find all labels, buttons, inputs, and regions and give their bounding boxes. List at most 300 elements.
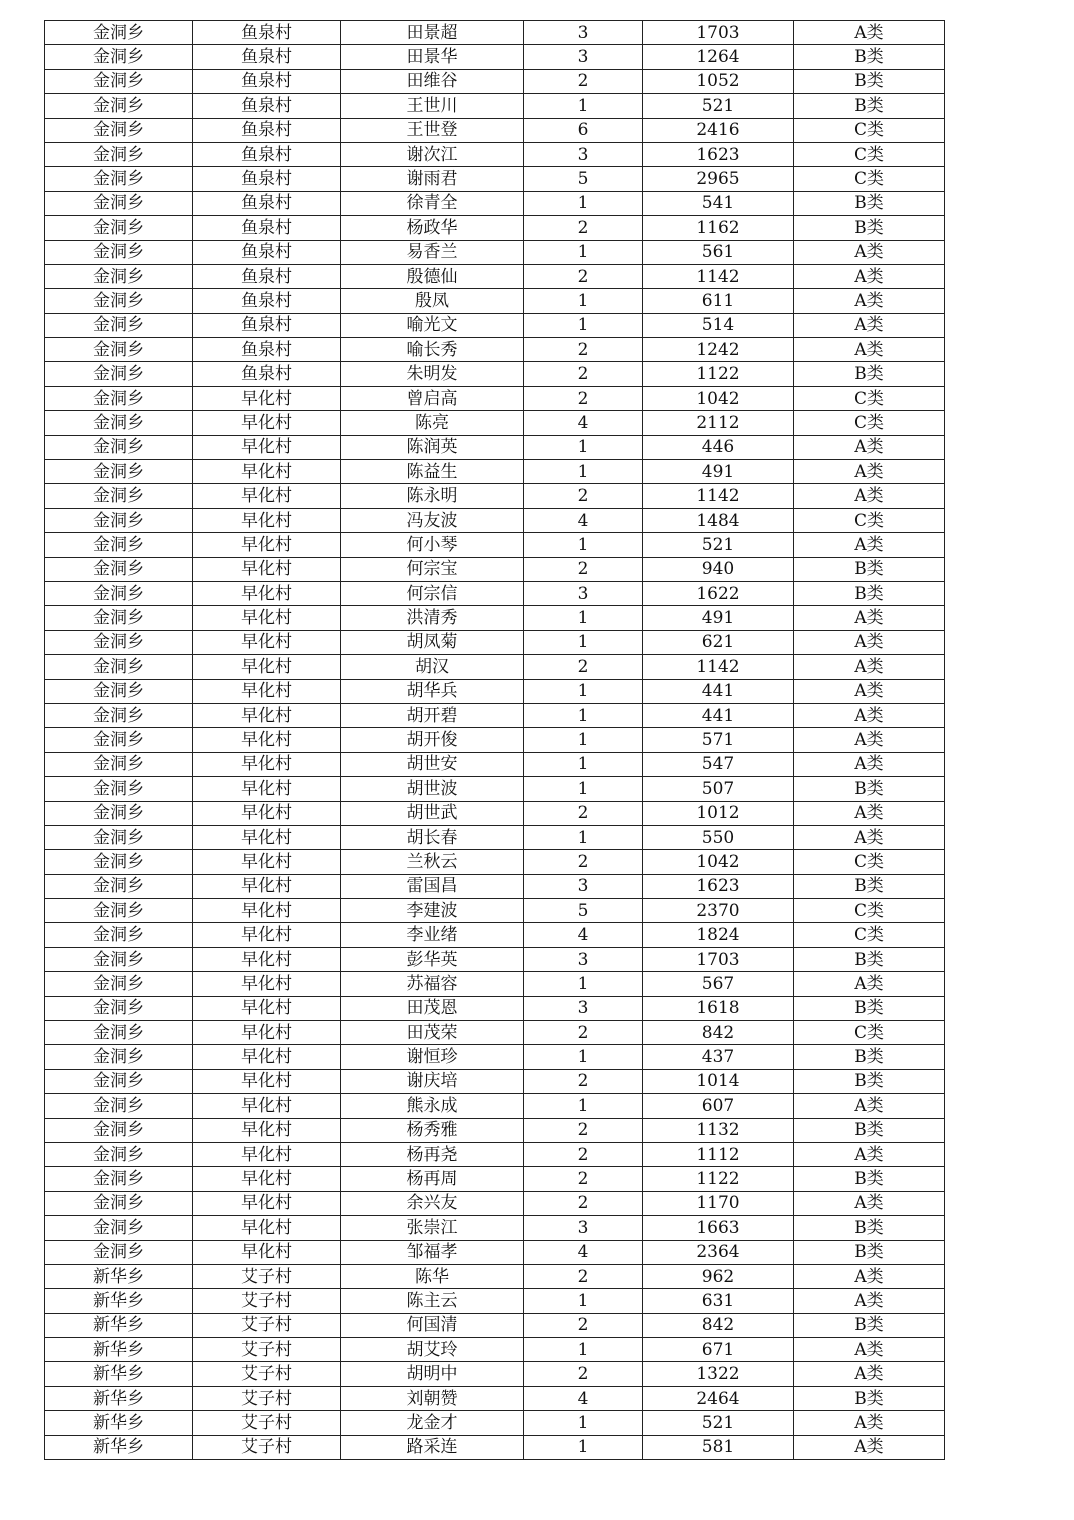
household-size-cell: 2 bbox=[524, 1264, 643, 1288]
village-cell: 鱼泉村 bbox=[193, 142, 341, 166]
household-size-cell: 2 bbox=[524, 69, 643, 93]
village-cell: 早化村 bbox=[193, 1021, 341, 1045]
town-cell: 金洞乡 bbox=[45, 21, 193, 45]
table-row bbox=[45, 1069, 945, 1093]
household-size-cell: 1 bbox=[524, 1045, 643, 1069]
category-cell: A类 bbox=[794, 1142, 945, 1166]
village-cell: 早化村 bbox=[193, 728, 341, 752]
town-cell: 金洞乡 bbox=[45, 191, 193, 215]
household-size-cell: 3 bbox=[524, 21, 643, 45]
village-cell: 鱼泉村 bbox=[193, 264, 341, 288]
category-cell: A类 bbox=[794, 460, 945, 484]
amount-cell: 507 bbox=[643, 777, 794, 801]
category-cell: B类 bbox=[794, 874, 945, 898]
village-cell: 早化村 bbox=[193, 386, 341, 410]
town-cell: 金洞乡 bbox=[45, 167, 193, 191]
name-cell: 谢雨君 bbox=[341, 167, 524, 191]
village-cell: 早化村 bbox=[193, 1118, 341, 1142]
village-cell: 早化村 bbox=[193, 679, 341, 703]
name-cell: 苏福容 bbox=[341, 972, 524, 996]
name-cell: 胡艾玲 bbox=[341, 1338, 524, 1362]
town-cell: 金洞乡 bbox=[45, 69, 193, 93]
table-row bbox=[45, 313, 945, 337]
household-size-cell: 3 bbox=[524, 581, 643, 605]
category-cell: B类 bbox=[794, 94, 945, 118]
town-cell: 新华乡 bbox=[45, 1338, 193, 1362]
village-cell: 鱼泉村 bbox=[193, 118, 341, 142]
category-cell: C类 bbox=[794, 508, 945, 532]
town-cell: 金洞乡 bbox=[45, 313, 193, 337]
table-row bbox=[45, 484, 945, 508]
household-size-cell: 2 bbox=[524, 655, 643, 679]
table-row bbox=[45, 1411, 945, 1435]
table-row bbox=[45, 240, 945, 264]
household-size-cell: 1 bbox=[524, 703, 643, 727]
household-size-cell: 2 bbox=[524, 1069, 643, 1093]
town-cell: 金洞乡 bbox=[45, 655, 193, 679]
town-cell: 金洞乡 bbox=[45, 1240, 193, 1264]
category-cell: B类 bbox=[794, 216, 945, 240]
town-cell: 金洞乡 bbox=[45, 752, 193, 776]
category-cell: A类 bbox=[794, 338, 945, 362]
household-size-cell: 2 bbox=[524, 801, 643, 825]
village-cell: 艾子村 bbox=[193, 1289, 341, 1313]
amount-cell: 1622 bbox=[643, 581, 794, 605]
village-cell: 早化村 bbox=[193, 1240, 341, 1264]
town-cell: 金洞乡 bbox=[45, 460, 193, 484]
household-size-cell: 1 bbox=[524, 1338, 643, 1362]
name-cell: 田茂荣 bbox=[341, 1021, 524, 1045]
amount-cell: 1042 bbox=[643, 386, 794, 410]
town-cell: 金洞乡 bbox=[45, 972, 193, 996]
category-cell: A类 bbox=[794, 655, 945, 679]
town-cell: 金洞乡 bbox=[45, 1021, 193, 1045]
name-cell: 胡世武 bbox=[341, 801, 524, 825]
household-size-cell: 3 bbox=[524, 996, 643, 1020]
name-cell: 何国清 bbox=[341, 1313, 524, 1337]
amount-cell: 1142 bbox=[643, 655, 794, 679]
village-cell: 早化村 bbox=[193, 801, 341, 825]
village-cell: 早化村 bbox=[193, 1069, 341, 1093]
household-size-cell: 1 bbox=[524, 972, 643, 996]
name-cell: 胡世波 bbox=[341, 777, 524, 801]
amount-cell: 1623 bbox=[643, 874, 794, 898]
name-cell: 陈主云 bbox=[341, 1289, 524, 1313]
table-row bbox=[45, 264, 945, 288]
village-cell: 鱼泉村 bbox=[193, 338, 341, 362]
name-cell: 杨政华 bbox=[341, 216, 524, 240]
village-cell: 早化村 bbox=[193, 581, 341, 605]
village-cell: 早化村 bbox=[193, 752, 341, 776]
name-cell: 熊永成 bbox=[341, 1094, 524, 1118]
table-row bbox=[45, 289, 945, 313]
village-cell: 早化村 bbox=[193, 484, 341, 508]
household-size-cell: 2 bbox=[524, 386, 643, 410]
household-size-cell: 4 bbox=[524, 923, 643, 947]
town-cell: 金洞乡 bbox=[45, 484, 193, 508]
table-body bbox=[45, 21, 945, 1460]
village-cell: 早化村 bbox=[193, 630, 341, 654]
town-cell: 金洞乡 bbox=[45, 1045, 193, 1069]
name-cell: 何小琴 bbox=[341, 533, 524, 557]
household-size-cell: 1 bbox=[524, 435, 643, 459]
category-cell: C类 bbox=[794, 850, 945, 874]
name-cell: 徐青全 bbox=[341, 191, 524, 215]
category-cell: B类 bbox=[794, 362, 945, 386]
town-cell: 金洞乡 bbox=[45, 899, 193, 923]
amount-cell: 2112 bbox=[643, 411, 794, 435]
town-cell: 金洞乡 bbox=[45, 508, 193, 532]
town-cell: 金洞乡 bbox=[45, 630, 193, 654]
name-cell: 陈永明 bbox=[341, 484, 524, 508]
category-cell: A类 bbox=[794, 630, 945, 654]
town-cell: 新华乡 bbox=[45, 1386, 193, 1410]
village-cell: 早化村 bbox=[193, 1142, 341, 1166]
name-cell: 雷国昌 bbox=[341, 874, 524, 898]
household-size-cell: 6 bbox=[524, 118, 643, 142]
name-cell: 刘朝赞 bbox=[341, 1386, 524, 1410]
village-cell: 早化村 bbox=[193, 923, 341, 947]
category-cell: C类 bbox=[794, 118, 945, 142]
town-cell: 金洞乡 bbox=[45, 801, 193, 825]
village-cell: 早化村 bbox=[193, 606, 341, 630]
name-cell: 陈华 bbox=[341, 1264, 524, 1288]
amount-cell: 1122 bbox=[643, 362, 794, 386]
name-cell: 喻光文 bbox=[341, 313, 524, 337]
name-cell: 杨秀雅 bbox=[341, 1118, 524, 1142]
household-size-cell: 1 bbox=[524, 630, 643, 654]
town-cell: 金洞乡 bbox=[45, 338, 193, 362]
amount-cell: 491 bbox=[643, 460, 794, 484]
household-size-cell: 3 bbox=[524, 142, 643, 166]
name-cell: 胡明中 bbox=[341, 1362, 524, 1386]
town-cell: 金洞乡 bbox=[45, 386, 193, 410]
household-size-cell: 1 bbox=[524, 289, 643, 313]
table-row bbox=[45, 1338, 945, 1362]
category-cell: A类 bbox=[794, 1264, 945, 1288]
town-cell: 金洞乡 bbox=[45, 1216, 193, 1240]
household-size-cell: 2 bbox=[524, 216, 643, 240]
amount-cell: 521 bbox=[643, 94, 794, 118]
table-row bbox=[45, 94, 945, 118]
name-cell: 胡长春 bbox=[341, 825, 524, 849]
amount-cell: 1484 bbox=[643, 508, 794, 532]
village-cell: 早化村 bbox=[193, 435, 341, 459]
table-row bbox=[45, 1362, 945, 1386]
category-cell: B类 bbox=[794, 69, 945, 93]
amount-cell: 621 bbox=[643, 630, 794, 654]
category-cell: A类 bbox=[794, 533, 945, 557]
category-cell: A类 bbox=[794, 1435, 945, 1459]
town-cell: 金洞乡 bbox=[45, 94, 193, 118]
table-row bbox=[45, 386, 945, 410]
household-size-cell: 1 bbox=[524, 240, 643, 264]
village-cell: 鱼泉村 bbox=[193, 313, 341, 337]
amount-cell: 611 bbox=[643, 289, 794, 313]
town-cell: 金洞乡 bbox=[45, 45, 193, 69]
amount-cell: 547 bbox=[643, 752, 794, 776]
category-cell: B类 bbox=[794, 557, 945, 581]
amount-cell: 1012 bbox=[643, 801, 794, 825]
category-cell: A类 bbox=[794, 313, 945, 337]
table-row bbox=[45, 1167, 945, 1191]
table-row bbox=[45, 69, 945, 93]
village-cell: 早化村 bbox=[193, 996, 341, 1020]
amount-cell: 1112 bbox=[643, 1142, 794, 1166]
amount-cell: 437 bbox=[643, 1045, 794, 1069]
household-size-cell: 1 bbox=[524, 728, 643, 752]
category-cell: A类 bbox=[794, 1411, 945, 1435]
category-cell: B类 bbox=[794, 1386, 945, 1410]
name-cell: 冯友波 bbox=[341, 508, 524, 532]
table-row bbox=[45, 1094, 945, 1118]
village-cell: 艾子村 bbox=[193, 1313, 341, 1337]
category-cell: C类 bbox=[794, 1021, 945, 1045]
name-cell: 洪清秀 bbox=[341, 606, 524, 630]
category-cell: A类 bbox=[794, 1362, 945, 1386]
town-cell: 金洞乡 bbox=[45, 606, 193, 630]
name-cell: 易香兰 bbox=[341, 240, 524, 264]
village-cell: 早化村 bbox=[193, 825, 341, 849]
table-row bbox=[45, 1386, 945, 1410]
household-size-cell: 5 bbox=[524, 899, 643, 923]
amount-cell: 567 bbox=[643, 972, 794, 996]
name-cell: 田景超 bbox=[341, 21, 524, 45]
household-size-cell: 4 bbox=[524, 411, 643, 435]
household-size-cell: 1 bbox=[524, 752, 643, 776]
household-size-cell: 2 bbox=[524, 362, 643, 386]
category-cell: A类 bbox=[794, 21, 945, 45]
table-row bbox=[45, 1216, 945, 1240]
table-row bbox=[45, 1021, 945, 1045]
category-cell: A类 bbox=[794, 801, 945, 825]
amount-cell: 671 bbox=[643, 1338, 794, 1362]
town-cell: 金洞乡 bbox=[45, 1069, 193, 1093]
household-size-cell: 1 bbox=[524, 94, 643, 118]
village-cell: 鱼泉村 bbox=[193, 45, 341, 69]
table-row bbox=[45, 777, 945, 801]
town-cell: 金洞乡 bbox=[45, 874, 193, 898]
village-cell: 鱼泉村 bbox=[193, 240, 341, 264]
household-size-cell: 2 bbox=[524, 1191, 643, 1215]
amount-cell: 1623 bbox=[643, 142, 794, 166]
name-cell: 喻长秀 bbox=[341, 338, 524, 362]
village-cell: 鱼泉村 bbox=[193, 191, 341, 215]
household-size-cell: 4 bbox=[524, 1240, 643, 1264]
table-row bbox=[45, 581, 945, 605]
village-cell: 早化村 bbox=[193, 508, 341, 532]
amount-cell: 1703 bbox=[643, 947, 794, 971]
category-cell: A类 bbox=[794, 435, 945, 459]
category-cell: A类 bbox=[794, 484, 945, 508]
village-cell: 早化村 bbox=[193, 899, 341, 923]
table-row bbox=[45, 630, 945, 654]
household-size-cell: 4 bbox=[524, 508, 643, 532]
amount-cell: 1042 bbox=[643, 850, 794, 874]
village-cell: 早化村 bbox=[193, 1094, 341, 1118]
table-row bbox=[45, 972, 945, 996]
name-cell: 谢次江 bbox=[341, 142, 524, 166]
name-cell: 谢恒珍 bbox=[341, 1045, 524, 1069]
name-cell: 何宗宝 bbox=[341, 557, 524, 581]
household-size-cell: 1 bbox=[524, 533, 643, 557]
household-size-cell: 1 bbox=[524, 606, 643, 630]
household-size-cell: 3 bbox=[524, 45, 643, 69]
village-cell: 早化村 bbox=[193, 850, 341, 874]
table-row bbox=[45, 557, 945, 581]
town-cell: 金洞乡 bbox=[45, 289, 193, 313]
table-row bbox=[45, 923, 945, 947]
amount-cell: 1014 bbox=[643, 1069, 794, 1093]
amount-cell: 441 bbox=[643, 679, 794, 703]
category-cell: C类 bbox=[794, 923, 945, 947]
name-cell: 兰秋云 bbox=[341, 850, 524, 874]
name-cell: 胡汉 bbox=[341, 655, 524, 679]
household-size-cell: 2 bbox=[524, 1142, 643, 1166]
category-cell: A类 bbox=[794, 825, 945, 849]
amount-cell: 1142 bbox=[643, 264, 794, 288]
amount-cell: 842 bbox=[643, 1313, 794, 1337]
category-cell: B类 bbox=[794, 1118, 945, 1142]
category-cell: B类 bbox=[794, 581, 945, 605]
town-cell: 金洞乡 bbox=[45, 1142, 193, 1166]
town-cell: 金洞乡 bbox=[45, 240, 193, 264]
name-cell: 殷凤 bbox=[341, 289, 524, 313]
household-size-cell: 1 bbox=[524, 679, 643, 703]
amount-cell: 441 bbox=[643, 703, 794, 727]
amount-cell: 2416 bbox=[643, 118, 794, 142]
name-cell: 何宗信 bbox=[341, 581, 524, 605]
category-cell: B类 bbox=[794, 1045, 945, 1069]
amount-cell: 842 bbox=[643, 1021, 794, 1045]
household-size-cell: 1 bbox=[524, 1435, 643, 1459]
village-cell: 早化村 bbox=[193, 703, 341, 727]
category-cell: B类 bbox=[794, 45, 945, 69]
household-size-cell: 1 bbox=[524, 460, 643, 484]
household-size-cell: 2 bbox=[524, 264, 643, 288]
town-cell: 新华乡 bbox=[45, 1313, 193, 1337]
category-cell: B类 bbox=[794, 1216, 945, 1240]
category-cell: A类 bbox=[794, 703, 945, 727]
town-cell: 金洞乡 bbox=[45, 850, 193, 874]
category-cell: B类 bbox=[794, 1069, 945, 1093]
category-cell: C类 bbox=[794, 167, 945, 191]
village-cell: 鱼泉村 bbox=[193, 362, 341, 386]
table-row bbox=[45, 703, 945, 727]
town-cell: 新华乡 bbox=[45, 1411, 193, 1435]
name-cell: 田景华 bbox=[341, 45, 524, 69]
table-row bbox=[45, 679, 945, 703]
name-cell: 胡凤菊 bbox=[341, 630, 524, 654]
amount-cell: 2965 bbox=[643, 167, 794, 191]
amount-cell: 962 bbox=[643, 1264, 794, 1288]
name-cell: 田茂恩 bbox=[341, 996, 524, 1020]
table-row bbox=[45, 947, 945, 971]
household-size-cell: 1 bbox=[524, 191, 643, 215]
table-row bbox=[45, 533, 945, 557]
village-cell: 艾子村 bbox=[193, 1411, 341, 1435]
household-table bbox=[44, 20, 945, 1460]
village-cell: 艾子村 bbox=[193, 1386, 341, 1410]
table-row bbox=[45, 655, 945, 679]
amount-cell: 1122 bbox=[643, 1167, 794, 1191]
name-cell: 朱明发 bbox=[341, 362, 524, 386]
amount-cell: 1322 bbox=[643, 1362, 794, 1386]
household-size-cell: 2 bbox=[524, 557, 643, 581]
category-cell: B类 bbox=[794, 947, 945, 971]
village-cell: 早化村 bbox=[193, 874, 341, 898]
table-row bbox=[45, 728, 945, 752]
amount-cell: 581 bbox=[643, 1435, 794, 1459]
table-row bbox=[45, 874, 945, 898]
category-cell: C类 bbox=[794, 142, 945, 166]
household-size-cell: 3 bbox=[524, 874, 643, 898]
table-row bbox=[45, 1289, 945, 1313]
name-cell: 邹福孝 bbox=[341, 1240, 524, 1264]
amount-cell: 521 bbox=[643, 533, 794, 557]
name-cell: 胡开碧 bbox=[341, 703, 524, 727]
household-size-cell: 2 bbox=[524, 338, 643, 362]
name-cell: 龙金才 bbox=[341, 1411, 524, 1435]
household-size-cell: 5 bbox=[524, 167, 643, 191]
category-cell: A类 bbox=[794, 1289, 945, 1313]
amount-cell: 541 bbox=[643, 191, 794, 215]
village-cell: 早化村 bbox=[193, 1045, 341, 1069]
household-size-cell: 1 bbox=[524, 1411, 643, 1435]
amount-cell: 631 bbox=[643, 1289, 794, 1313]
household-size-cell: 1 bbox=[524, 825, 643, 849]
table-row bbox=[45, 996, 945, 1020]
category-cell: A类 bbox=[794, 289, 945, 313]
town-cell: 新华乡 bbox=[45, 1362, 193, 1386]
village-cell: 早化村 bbox=[193, 557, 341, 581]
village-cell: 鱼泉村 bbox=[193, 289, 341, 313]
village-cell: 鱼泉村 bbox=[193, 94, 341, 118]
village-cell: 鱼泉村 bbox=[193, 21, 341, 45]
amount-cell: 521 bbox=[643, 1411, 794, 1435]
town-cell: 金洞乡 bbox=[45, 533, 193, 557]
village-cell: 早化村 bbox=[193, 460, 341, 484]
village-cell: 早化村 bbox=[193, 1191, 341, 1215]
village-cell: 早化村 bbox=[193, 533, 341, 557]
amount-cell: 1703 bbox=[643, 21, 794, 45]
household-size-cell: 1 bbox=[524, 777, 643, 801]
household-size-cell: 2 bbox=[524, 850, 643, 874]
town-cell: 金洞乡 bbox=[45, 411, 193, 435]
town-cell: 金洞乡 bbox=[45, 996, 193, 1020]
town-cell: 金洞乡 bbox=[45, 118, 193, 142]
town-cell: 金洞乡 bbox=[45, 825, 193, 849]
category-cell: B类 bbox=[794, 1313, 945, 1337]
table-row bbox=[45, 142, 945, 166]
village-cell: 艾子村 bbox=[193, 1338, 341, 1362]
household-size-cell: 4 bbox=[524, 1386, 643, 1410]
name-cell: 田维谷 bbox=[341, 69, 524, 93]
amount-cell: 1162 bbox=[643, 216, 794, 240]
table-row bbox=[45, 1435, 945, 1459]
town-cell: 金洞乡 bbox=[45, 264, 193, 288]
household-size-cell: 3 bbox=[524, 947, 643, 971]
category-cell: C类 bbox=[794, 411, 945, 435]
amount-cell: 1264 bbox=[643, 45, 794, 69]
category-cell: A类 bbox=[794, 1191, 945, 1215]
village-cell: 早化村 bbox=[193, 411, 341, 435]
amount-cell: 2364 bbox=[643, 1240, 794, 1264]
category-cell: B类 bbox=[794, 996, 945, 1020]
name-cell: 胡开俊 bbox=[341, 728, 524, 752]
table-row bbox=[45, 899, 945, 923]
table-row bbox=[45, 338, 945, 362]
